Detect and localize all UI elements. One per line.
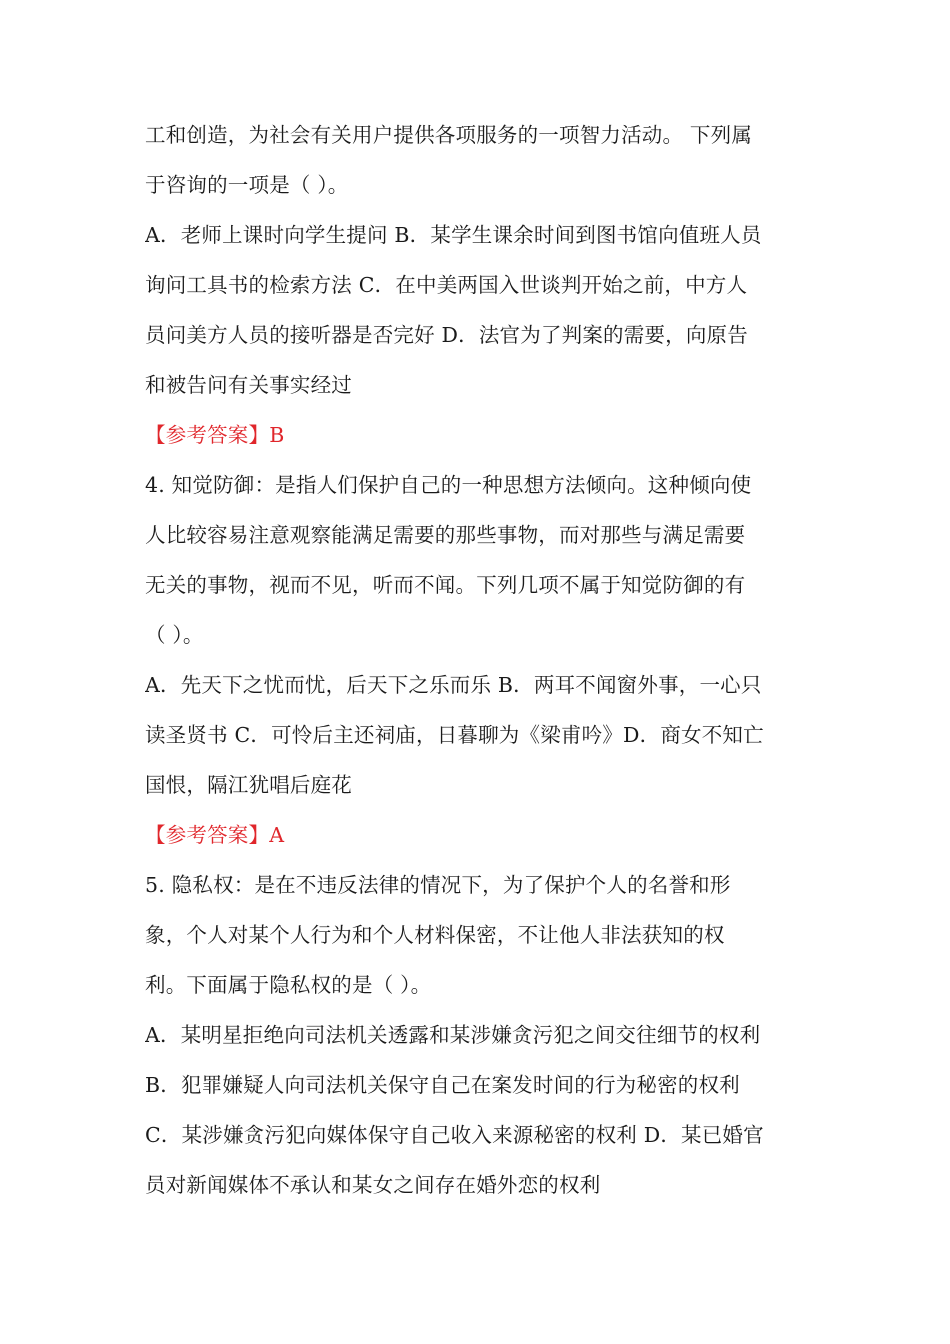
question-line: 象，个人对某个人行为和个人材料保密，不让他人非法获知的权 xyxy=(145,923,725,947)
text-line: 于咨询的一项是（ ）。 xyxy=(145,173,349,197)
question-line: 4. 知觉防御：是指人们保护自己的一种思想方法倾向。这种倾向使 xyxy=(145,473,752,497)
option-line: 员问美方人员的接听器是否完好 D．法官为了判案的需要，向原告 xyxy=(145,323,748,347)
option-line: A．某明星拒绝向司法机关透露和某涉嫌贪污犯之间交往细节的权利 xyxy=(145,1023,761,1047)
option-line: C．某涉嫌贪污犯向媒体保守自己收入来源秘密的权利 D．某已婚官 xyxy=(145,1123,764,1147)
option-line: 读圣贤书 C．可怜后主还祠庙，日暮聊为《梁甫吟》D．商女不知亡 xyxy=(145,723,764,747)
text-line: 工和创造，为社会有关用户提供各项服务的一项智力活动。 下列属 xyxy=(145,123,753,147)
option-line: 询问工具书的检索方法 C．在中美两国入世谈判开始之前，中方人 xyxy=(145,273,748,297)
question-line: （ ）。 xyxy=(145,623,204,647)
document-page xyxy=(145,110,815,1210)
option-line: A．老师上课时向学生提问 B．某学生课余时间到图书馆向值班人员 xyxy=(145,223,762,247)
option-line: 和被告问有关事实经过 xyxy=(145,373,352,397)
option-line: A．先天下之忧而忧，后天下之乐而乐 B．两耳不闻窗外事，一心只 xyxy=(145,673,762,697)
question-line: 利。下面属于隐私权的是（ ）。 xyxy=(145,973,432,997)
question-line: 5. 隐私权：是在不违反法律的情况下，为了保护个人的名誉和形 xyxy=(145,873,731,897)
option-line: 国恨，隔江犹唱后庭花 xyxy=(145,773,352,797)
option-line: 员对新闻媒体不承认和某女之间存在婚外恋的权利 xyxy=(145,1173,601,1197)
question-line: 无关的事物，视而不见，听而不闻。下列几项不属于知觉防御的有 xyxy=(145,573,746,597)
answer-label: 【参考答案】A xyxy=(145,823,285,847)
answer-label: 【参考答案】B xyxy=(145,423,285,447)
option-line: B．犯罪嫌疑人向司法机关保守自己在案发时间的行为秘密的权利 xyxy=(145,1073,740,1097)
question-line: 人比较容易注意观察能满足需要的那些事物，而对那些与满足需要 xyxy=(145,523,746,547)
